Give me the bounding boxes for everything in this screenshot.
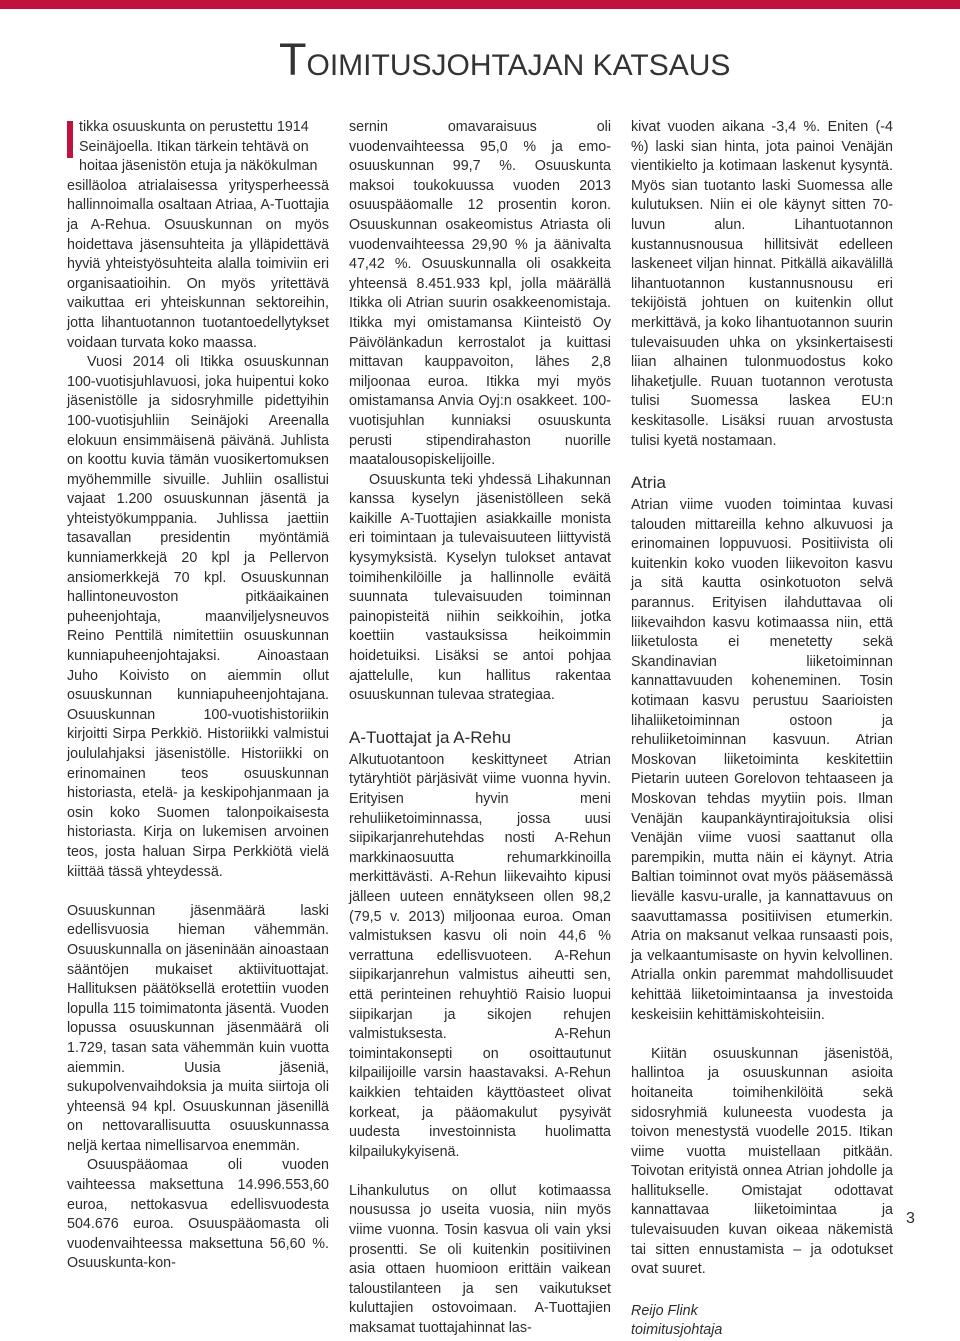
paragraph: Kiitän osuuskunnan jäsenistöä, hallintoa ja osuuskunnan asioita hoitaneita toimihenkilöitä sekä sidosryhmiä kuluneesta vuodesta ja toivon menestystä vuodelle 2015. Itikan viime vuotta muistellaan pitkään. Toivotan erityistä onnea Atrian johdolle ja hallitukselle. Omistajat odottavat kannattavaa liiketoimintaa ja tulevaisuuden kuvan oikeaa näkemistä tai sitten ennustamista – ja odotukset ovat suuret. [631, 1045, 893, 1278]
paragraph: kivat vuoden aikana -3,4 %. Eniten (-4 %) laski sian hinta, jota painoi Venäjän vientikielto ja kotimaan laskenut kysyntä. Myös sian tuotanto laski Suomessa alle kulutuksen. Niin ei ole käynyt sitten 70-luvun alun. Lihantuotannon kustannusnousua hillitsivät edelleen laskeneet viljan hinnat. Pitkällä aikavälillä lihantuotannon kustannusnousu eri tekijöistä johtuen on kuitenkin ollut merkittävä, ja koko lihantuotannon suurin tulevaisuuden uhka on yksinkertaisesti liian alhainen tulonmuodostus koko lihaketjulle. Ruuan tuotannon verotusta tulisi Suomessa laskea EU:n keskitasolle. Lisäksi ruuan arvostusta tulisi kyetä nostamaan. [631, 119, 893, 449]
paragraph: sernin omavaraisuus oli vuodenvaihteessa 95,0 % ja emo-osuuskunnan 99,7 %. Osuuskunta maksoi toukokuussa vuoden 2013 osuuspääomalle 12 prosentin koron. Osuuskunnan osakeomistus Atriasta oli vuodenvaihteessa 29,90 % ja äänivalta 47,42 %. Osuuskunnalla oli osakkeita yhteensä 8.451.933 kpl, jolla määrällä Itikka oli Atrian suurin osakkeenomistaja. Itikka myi omistamansa Kiinteistö Oy Päivölänkadun kerrostalot ja kuittasi mittavan kauppavoiton, lähes 2,8 miljoonaa euroa. Itikka myi myös omistamansa Anvia Oyj:n osakkeet. 100-vuotisjuhlan kunniaksi osuuskunta perusti stipendirahaston nuorille maatalousopiskelijoille. [349, 119, 611, 469]
signature-role: toimitusjohtaja [631, 1322, 723, 1339]
paragraph: Osuuspääomaa oli vuoden vaihteessa maksettuna 14.996.553,60 euroa, nettokasvua edellisvuodesta 504.676 euroa. Osuuspääomasta oli vuodenvaihteessa maksettuna 56,60 %. Osuuskunta-kon- [67, 1157, 329, 1272]
paragraph: Lihankulutus on ollut kotimaassa nousussa jo useita vuosia, niin myös viime vuonna. Tosin kasvua oli vain yksi prosentti. Se oli kuitenkin positiivinen asia ottaen huomioon erittäin vaikean taloustilanteen ja sen vaikutukset kuluttajien ostovoimaan. A-Tuottajien maksamat tuottajahinnat las- [349, 1182, 611, 1337]
lead-line: Seinäjoella. Itikan tärkein tehtävä on [79, 138, 309, 155]
lead-line: hoitaa jäsenistön etuja ja näkökulman [79, 158, 318, 175]
text-column-2 [349, 118, 611, 1339]
paragraph: Osuuskunnan jäsenmäärä laski edellisvuosia hieman vähemmän. Osuuskunnalla on jäseninään ainoastaan sääntöjen mukaiset aktiivituottajat. Hallituksen päätöksellä erotettiin vuoden lopulla 115 toimimatonta jäsentä. Vuoden lopussa osuuskunnan jäsenmäärä oli 1.729, tasan sata vähemmän kuin vuotta aiemmin. Uusia jäseniä, sukupolvenvaihdoksia ja muita siirtoja oli yhteensä 94 kpl. Osuuskunnan jäsenillä on nettovarallisuutta osuuskunnassa neljä kertaa nimellisarvoa enemmän. [67, 902, 329, 1154]
lead-line: tikka osuuskunta on perustettu 1914 [79, 119, 309, 135]
section-heading: Atria [631, 473, 666, 493]
paragraph: Alkutuotantoon keskittyneet Atrian tytäryhtiöt pärjäsivät viime vuonna hyvin. Erityisen hyvin meni rehuliiketoiminnassa, jossa uusi siipikarjanrehutehdas nosti A-Rehun markkinaosuutta rehumarkkinoilla merkittävästi. A-Rehun liikevaihto kipusi jälleen uuteen ennätykseen ollen 98,2 (79,5 v. 2013) miljoonaa euroa. Oman valmistuksen kasvu oli noin 44,6 % verrattuna edellisvuoteen. A-Rehun siipikarjanrehun valmistus aiheutti sen, että perinteinen rehuyhtiö Raisio luopui siipikarjan ja sikojen rehujen valmistuksesta. A-Rehun toimintakonsepti on osoittautunut kilpailijoille varsin haastavaksi. A-Rehun kaikkien tehtaiden käyttöasteet olivat korkeat, ja pääomakulut pysyivät uudesta investoinnista huolimatta kilpailukykyisenä. [349, 751, 611, 1160]
paragraph: esilläoloa atrialaisessa yritysperheessä hallinnoimalla osaltaan Atriaa, A-Tuottajia ja A-Rehua. Osuuskunnan on myös hoidettava jäsensuhteita ja ylläpidettävä hyviä yhteistyösuhteita alalla toimiviin eri organisaatioihin. On myös yritettävä vaikuttaa eri yhteiskunnan sektoreihin, jotta lihantuotannon tuotantoedellytykset voidaan turvata koko maassa. [67, 177, 329, 351]
signature-name: Reijo Flink [631, 1302, 698, 1319]
lead-indented-lines [67, 118, 329, 177]
text-column-1 [67, 118, 329, 1274]
page-title: TOIMITUSJOHTAJAN KATSAUS [279, 34, 731, 85]
top-accent-rule [0, 0, 960, 9]
signature [631, 1302, 893, 1341]
text-column-3 [631, 118, 893, 1341]
paragraph: Osuuskunta teki yhdessä Lihakunnan kanssa kyselyn jäsenistölleen sekä kaikille A-Tuottajien asiakkaille monista eri toimintaan ja tulevaisuuteen liittyvistä kysymyksistä. Kyselyn tulokset antavat toimihenkilöille ja hallinnolle eväitä suunnata tulevaisuuden toiminnan painopisteitä niihin seikkoihin, jotka koettiin vastauksissa heikoimmin hoidetuiksi. Lisäksi se antoi pohjaa ajattelulle, kun hallitus rakentaa osuuskunnan tulevaa strategiaa. [349, 471, 611, 704]
paragraph: Vuosi 2014 oli Itikka osuuskunnan 100-vuotisjuhlavuosi, joka huipentui koko jäsenistölle ja sidosryhmille pidettyihin 100-vuotisjuhliin Seinäjoki Areenalla elokuun ensimmäisenä päivänä. Juhlista on koottu kuvia tämän vuosikertomuksen myöhemmille sivuille. Juhliin osallistui vajaat 1.200 osuuskunnan jäsentä ja yhteistyökumppania. Juhlissa jaettiin tasavallan presidentin myöntämiä kunniamerkkejä 20 kpl ja Pellervon ansiomerkkejä 70 kpl. Osuuskunnan hallintoneuvoston pitkäaikainen puheenjohtaja, maanviljelysneuvos Reino Penttilä nimitettiin osuuskunnan kunniapuheenjohtajaksi. Ainoastaan Juho Koivisto on aiemmin ollut osuuskunnan kunniapuheenjohtajana. Osuuskunnan 100-vuotishistoriikin kirjoitti Sirpa Perkkiö. Historiikki valmistui joululahjaksi jäsenistölle. Historiikki on erinomainen teos osuuskunnan historiasta, etelä- ja keskipohjanmaan ja osin koko Suomen talonpoikaisesta historiasta. Kirja on lukemisen arvoinen teos, josta haluan Sirpa Perkkiötä vielä kiittää tässä yhteydessä. [67, 354, 329, 880]
page-number: 3 [906, 1210, 915, 1227]
paragraph: Atrian viime vuoden toimintaa kuvasi talouden mittareilla kehno alkuvuosi ja erinomainen loppuvuosi. Positiivista oli kuitenkin koko vuoden liikevoiton kasvu ja sitä kautta osinkotuoton selvä parannus. Erityisen ilahduttavaa oli liikevaihdon kasvu kotimaassa niin, että liiketulosta ei menetetty sekä Skandinavian liiketoiminnan kannattavuuden koheneminen. Tosin kotimaan kasvu perustuu Saarioisten lihaliiketoiminnan ostoon ja rehuliiketoiminnan kasvuun. Atrian Moskovan liiketoiminta keskitettiin Pietarin uuteen Gorelovon tehtaaseen ja Moskovan tehdas myytiin pois. Ilman Venäjän kaupankäyntirajoituksia olisi Venäjän viime vuosi saattanut olla parempikin, mutta näin ei käynyt. Atria Baltian toiminnot ovat myös pääsemässä lievälle kasvu-uralle, ja kannattavuus on saavuttamassa positiivisen etumerkin. Atria on maksanut velkaa runsaasti pois, ja velkaantumisaste on hyvin kelvollinen. Atrialla onkin paremmat mahdollisuudet kehittää liiketoimintaansa ja investoida keskeisiin kehittämiskohteisiin. [631, 497, 893, 1023]
section-heading: A-Tuottajat ja A-Rehu [349, 727, 511, 747]
